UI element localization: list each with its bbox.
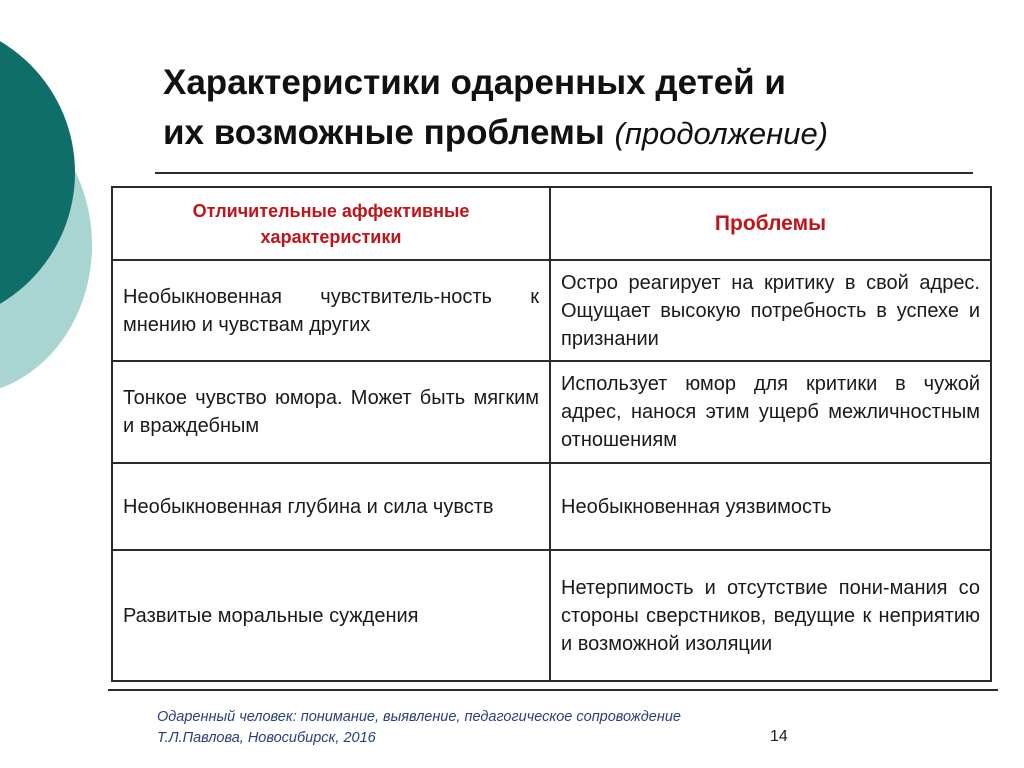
table-row (112, 463, 991, 550)
title-divider (155, 172, 973, 174)
footer-citation (157, 707, 797, 749)
footer-author: Т.Л.Павлова, Новосибирск, 2016 (157, 730, 376, 746)
slide-title (163, 58, 983, 159)
table-cell-problem: Остро реагирует на критику в свой адрес. Ощущает высокую потребность в успехе и признании (550, 260, 991, 361)
title-subtitle: (продолжение) (614, 116, 829, 151)
table-row (112, 361, 991, 463)
header-characteristics: Отличительные аффективные характеристики (112, 187, 550, 260)
table-cell-problem: Нетерпимость и отсутствие пони-мания со стороны сверстников, ведущие к неприятию и возможной изоляции (550, 550, 991, 681)
characteristics-table (111, 186, 992, 682)
footer-divider (108, 689, 998, 691)
header-problems: Проблемы (550, 187, 991, 260)
table-header-row (112, 187, 991, 260)
table-cell-problem: Необыкновенная уязвимость (550, 463, 991, 550)
table-cell-problem: Использует юмор для критики в чужой адрес, нанося этим ущерб межличностным отношениям (550, 361, 991, 463)
title-line-2 (163, 108, 983, 159)
footer-source: Одаренный человек: понимание, выявление, педагогическое сопровождение (157, 709, 681, 725)
table-row (112, 260, 991, 361)
title-main: их возможные проблемы (163, 113, 605, 152)
title-line-1: Характеристики одаренных детей и (163, 63, 786, 102)
table-cell-characteristic: Развитые моральные суждения (112, 550, 550, 681)
page-number: 14 (770, 728, 788, 745)
table-cell-characteristic: Необыкновенная глубина и сила чувств (112, 463, 550, 550)
table-cell-characteristic: Необыкновенная чувствитель-ность к мнению и чувствам других (112, 260, 550, 361)
table-cell-characteristic: Тонкое чувство юмора. Может быть мягким и враждебным (112, 361, 550, 463)
table-row (112, 550, 991, 681)
